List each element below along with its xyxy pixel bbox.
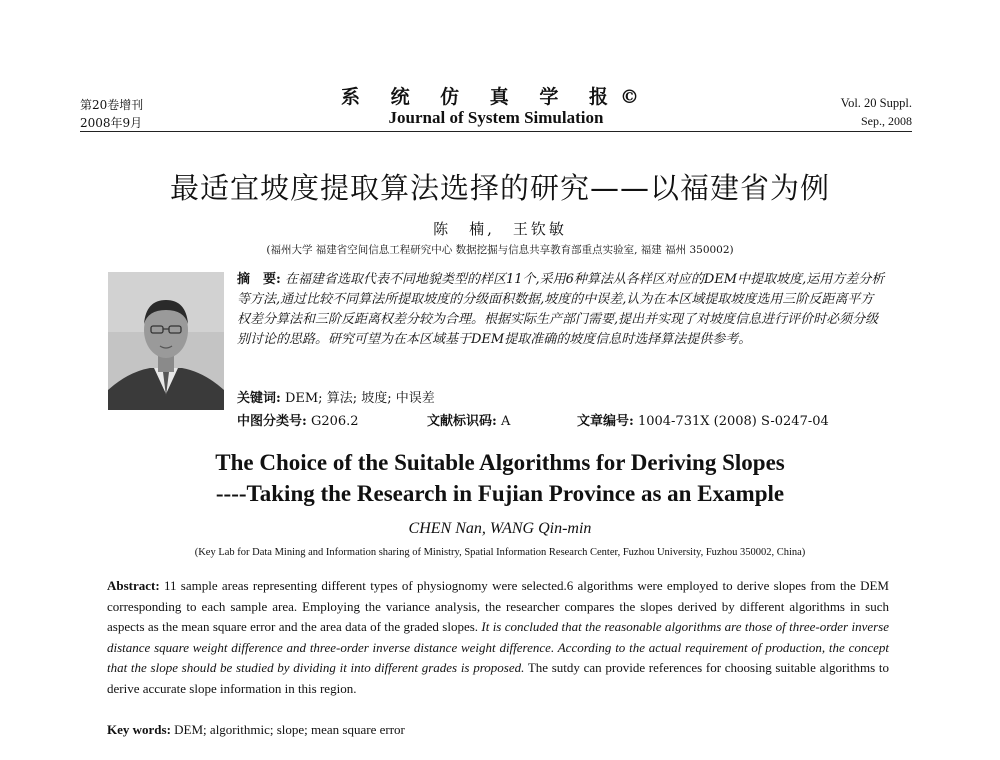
- clc-label: 中图分类号:: [237, 414, 307, 429]
- abstract-cn-label: 摘 要:: [237, 272, 281, 287]
- author-photo: [108, 272, 224, 410]
- keywords-en-label: Key words:: [107, 722, 171, 737]
- volume-en: Vol. 20 Suppl.: [840, 96, 912, 110]
- keywords-en-text: DEM; algorithmic; slope; mean square error: [170, 722, 405, 737]
- affiliation-en: (Key Lab for Data Mining and Information sharing of Ministry, Spatial Information Research Center, Fuzhou University, Fuzhou 350002, China): [194, 547, 806, 558]
- abstract-en-label: Abstract:: [107, 578, 160, 593]
- date-en: Sep., 2008: [861, 114, 912, 128]
- classification-line: [237, 410, 885, 429]
- journal-name-cn: 系 统 仿 真 学 报©: [340, 86, 652, 108]
- abstract-en-text-end: The sutdy can provide references for choosing suitable algorithms to derive accurate slope information in this region.: [107, 660, 889, 696]
- journal-header: [80, 82, 912, 132]
- volume-cn: 第20卷增刊: [80, 98, 144, 112]
- keywords-cn: [237, 387, 885, 406]
- abstract-en-text: 11 sample areas representing different types of physiognomy were selected.6 algorithms were employed to derive slopes from the DEM corresponding to each sample area. Employing the variance analysis, the researcher compares the slopes derived by different algorithms in such aspects as the mean square error and the area data of the graded slopes.: [107, 578, 889, 634]
- paper-subtitle-en: ----Taking the Research in Fujian Province as an Example: [215, 481, 785, 506]
- doc-code-label: 文献标识码:: [427, 414, 497, 429]
- article-number-label: 文章编号:: [577, 414, 634, 429]
- doc-code-value: A: [500, 414, 511, 429]
- affiliation-cn: (福州大学 福建省空间信息工程研究中心 数据挖掘与信息共享教育部重点实验室, 福建 福州 350002): [266, 244, 734, 256]
- clc-value: G206.2: [310, 414, 359, 429]
- keywords-cn-label: 关键词:: [237, 391, 281, 406]
- journal-name-en: Journal of System Simulation: [388, 108, 604, 127]
- abstract-en: [107, 576, 889, 699]
- keywords-cn-text: DEM; 算法; 坡度; 中误差: [284, 391, 435, 406]
- article-number-value: 1004-731X (2008) S-0247-04: [637, 414, 829, 429]
- abstract-en-italic-text: It is concluded that the reasonable algorithms are those of three-order inverse distance square weight difference and three-order inverse distance weight difference. According to the actual requirement of production, the concept that the slope should be studied by dividing it into different grades is proposed.: [107, 619, 890, 675]
- paper-title-cn: 最适宜坡度提取算法选择的研究——以福建省为例: [169, 171, 830, 205]
- authors-cn: 陈 楠, 王钦敏: [433, 220, 567, 238]
- authors-en: CHEN Nan, WANG Qin-min: [408, 520, 592, 537]
- date-cn: 2008年9月: [80, 116, 143, 130]
- author-photo-image: [108, 272, 224, 410]
- header-rule: [80, 131, 912, 132]
- keywords-en: [107, 722, 889, 738]
- abstract-cn-text: 在福建省选取代表不同地貌类型的样区11个,采用6种算法从各样区对应的DEM中提取坡度,运用方差分析等方法,通过比较不同算法所提取坡度的分级面积数据,坡度的中误差,认为在本区域提取坡度选用三阶反距离平方权差分算法和三阶反距离权差分较为合理。根据实际生产部门需要,提出并实现了对坡度信息进行评价时必须分级别讨论的思路。研究可望为在本区域基于DEM提取准确的坡度信息时选择算法提供参考。: [237, 272, 885, 347]
- abstract-cn: [237, 270, 885, 350]
- paper-title-en: The Choice of the Suitable Algorithms for Deriving Slopes: [215, 450, 785, 475]
